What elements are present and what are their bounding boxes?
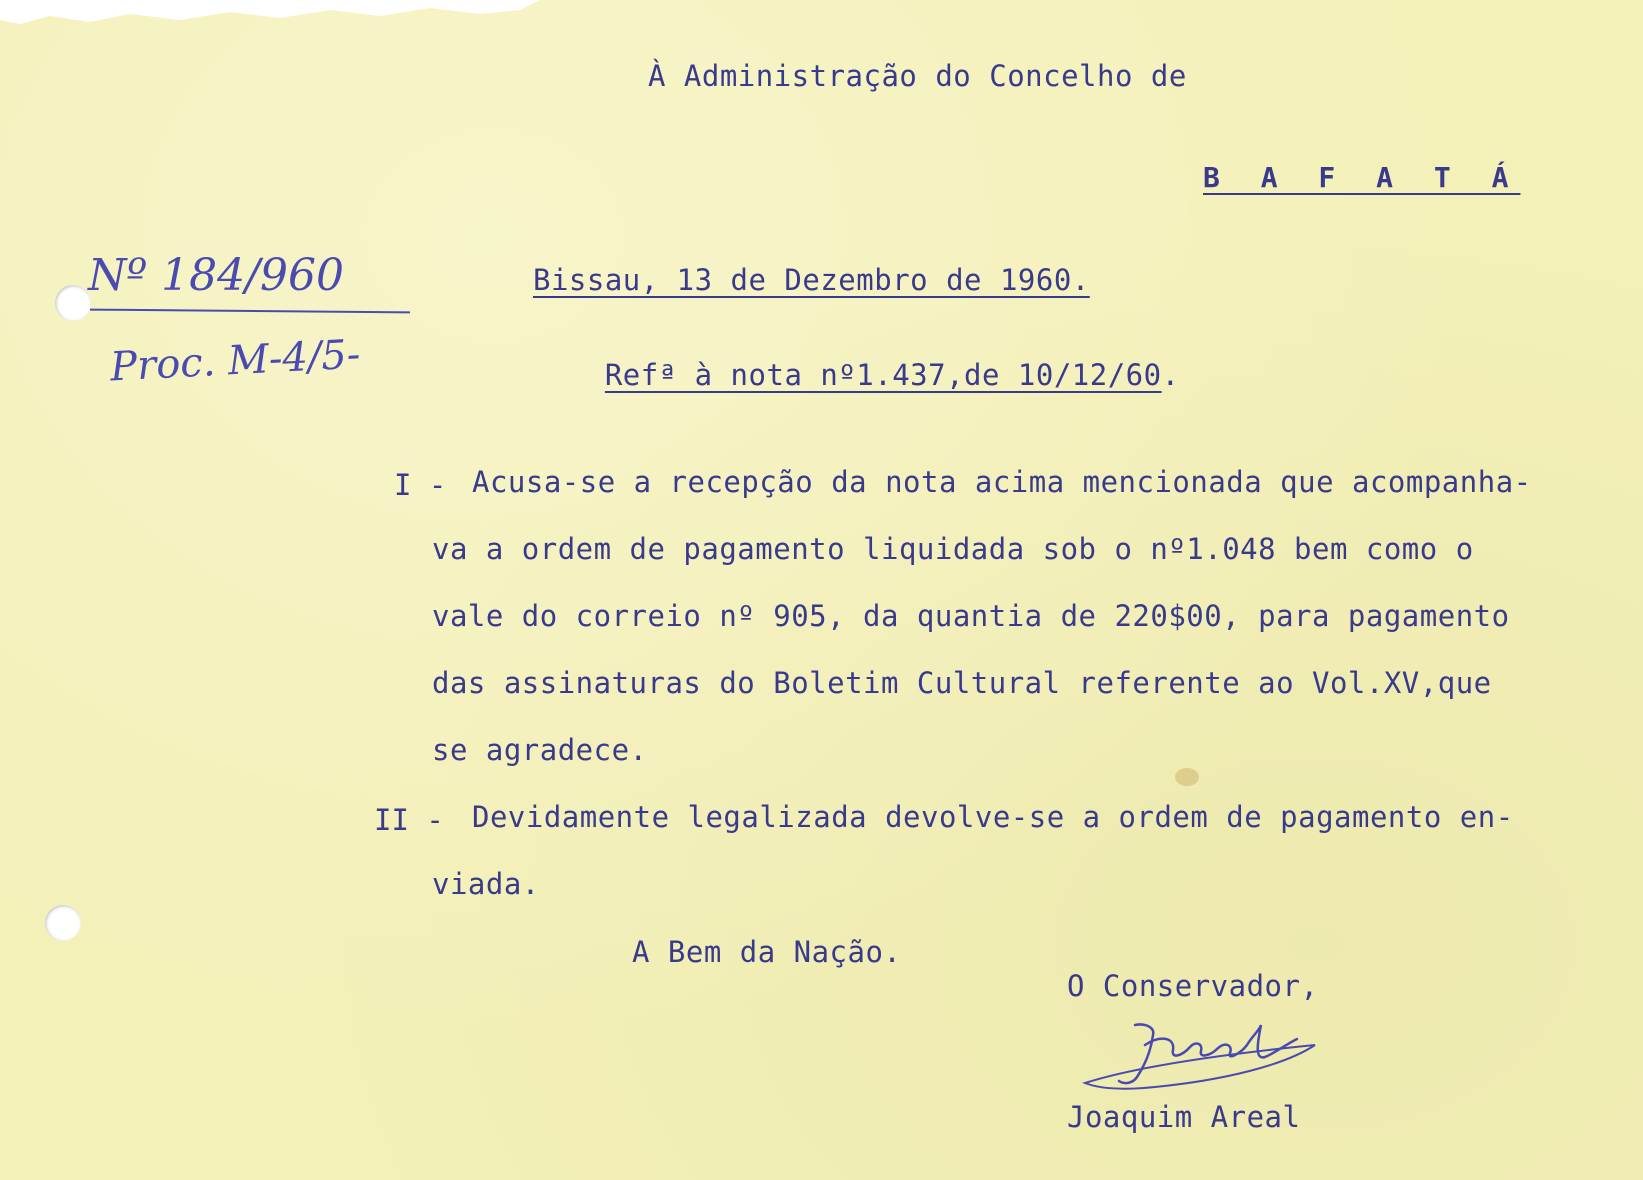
paper-stain: [1175, 768, 1199, 786]
reference-line: [533, 332, 1180, 419]
handwritten-underline: [90, 309, 410, 314]
handwritten-number: Nº 184/960: [88, 250, 344, 301]
addressee-line-2: B A F A T Á: [1203, 161, 1521, 194]
addressee-line-1: À Administração do Concelho de: [648, 59, 1187, 93]
paragraph-2-line-2: viada.: [432, 867, 540, 901]
reference-period: .: [1161, 358, 1180, 392]
signature: [1075, 1005, 1335, 1105]
paragraph-1-line-2: va a ordem de pagamento liquidada sob o nº1.048 bem como o: [432, 532, 1474, 566]
paragraph-1-line-4: das assinaturas do Boletim Cultural referente ao Vol.XV,que: [432, 666, 1492, 700]
paragraph-1-line-3: vale do correio nº 905, da quantia de 220$00, para pagamento: [432, 599, 1510, 633]
paragraph-1-line-1: Acusa-se a recepção da nota acima mencionada que acompanha-: [472, 465, 1532, 499]
signer-title: O Conservador,: [1067, 969, 1319, 1003]
reference-text: Refª à nota nº1.437,de 10/12/60: [604, 358, 1162, 392]
paragraph-1-line-5: se agradece.: [432, 733, 648, 767]
paragraph-1-numeral: I -: [394, 468, 447, 502]
torn-paper-edge: [0, 0, 540, 28]
paragraph-2-line-1: Devidamente legalizada devolve-se a ordem de pagamento en-: [472, 800, 1514, 834]
paragraph-2-numeral: II -: [374, 803, 444, 837]
punch-hole-bottom: [45, 905, 81, 941]
closing-salutation: A Bem da Nação.: [632, 935, 902, 969]
signer-name: Joaquim Areal: [1067, 1100, 1301, 1134]
punch-hole-top: [55, 285, 91, 321]
date-line: Bissau, 13 de Dezembro de 1960.: [533, 263, 1090, 297]
handwritten-process: Proc. M-4/5-: [108, 331, 362, 391]
